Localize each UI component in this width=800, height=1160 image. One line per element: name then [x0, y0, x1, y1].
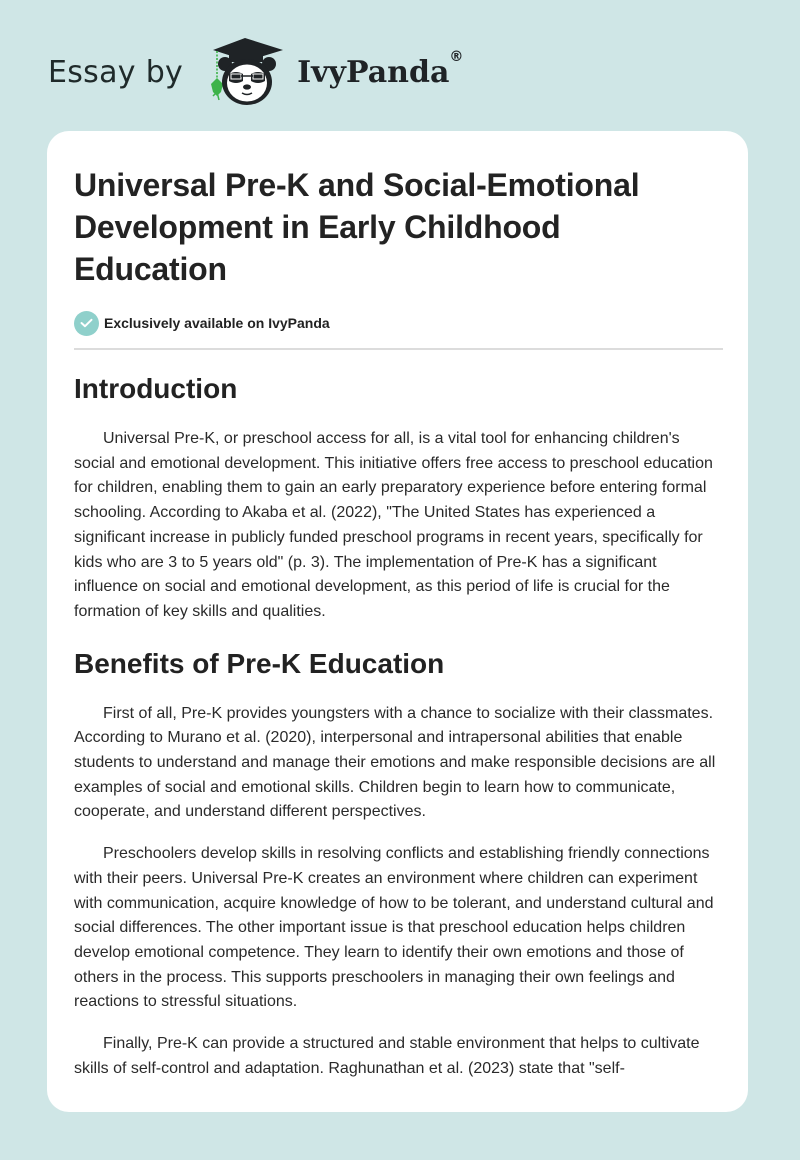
brand-name-text: IvyPanda — [297, 54, 450, 90]
paragraph: Finally, Pre-K can provide a structured and stable environment that helps to cultivate skills of self-control and adaptation. Raghunathan et al. (2023) state that "self- — [74, 1035, 700, 1077]
registered-mark: ® — [449, 48, 464, 65]
brand-name — [297, 48, 464, 90]
site-header-brand[interactable] — [48, 34, 463, 110]
paragraph: Preschoolers develop skills in resolving conflicts and establishing friendly connections with their peers. Universal Pre-K creates an environment where children can experiment with communication, acquire knowledge of how to be tolerant, and understand cultural and social differences. The other important issue is that preschool education helps children develop emotional competence. They learn to identify their own emotions and those of others in the process. This supports preschoolers in managing their own feelings and reactions to stressful situations. — [74, 845, 714, 1011]
essay-card — [47, 131, 748, 1112]
section-heading-benefits: Benefits of Pre-K Education — [74, 647, 445, 679]
exclusive-label: Exclusively available on IvyPanda — [104, 315, 330, 331]
essay-by-label: Essay by — [48, 54, 184, 90]
paragraph: First of all, Pre-K provides youngsters with a chance to socialize with their classmates. According to Murano et al. (2020), interpersonal and intrapersonal abilities that enable students to understand and manage their emotions and make responsible decisions are all examples of social and emotional skills. Children begin to learn how to communicate, cooperate, and understand different perspectives. — [74, 704, 716, 821]
panda-graduate-icon — [203, 34, 289, 110]
check-circle-icon — [74, 311, 99, 336]
essay-title: Universal Pre-K and Social-Emotional Development in Early Childhood Education — [74, 167, 640, 287]
section-heading-introduction: Introduction — [74, 373, 238, 404]
paragraph: Universal Pre-K, or preschool access for all, is a vital tool for enhancing children's social and emotional development. This initiative offers free access to preschool education for children, enabling them to gain an early preparatory experience before entering formal schooling. According to Akaba et al. (2022), "The United States has experienced a significant increase in publicly funded preschool programs in recent years, specifically for kids who are 3 to 5 years old" (p. 3). The implementation of Pre-K has a significant influence on social and emotional development, as this period of life is crucial for the formation of key skills and qualities. — [74, 430, 713, 620]
title-divider — [74, 348, 723, 350]
exclusive-badge — [74, 310, 722, 336]
